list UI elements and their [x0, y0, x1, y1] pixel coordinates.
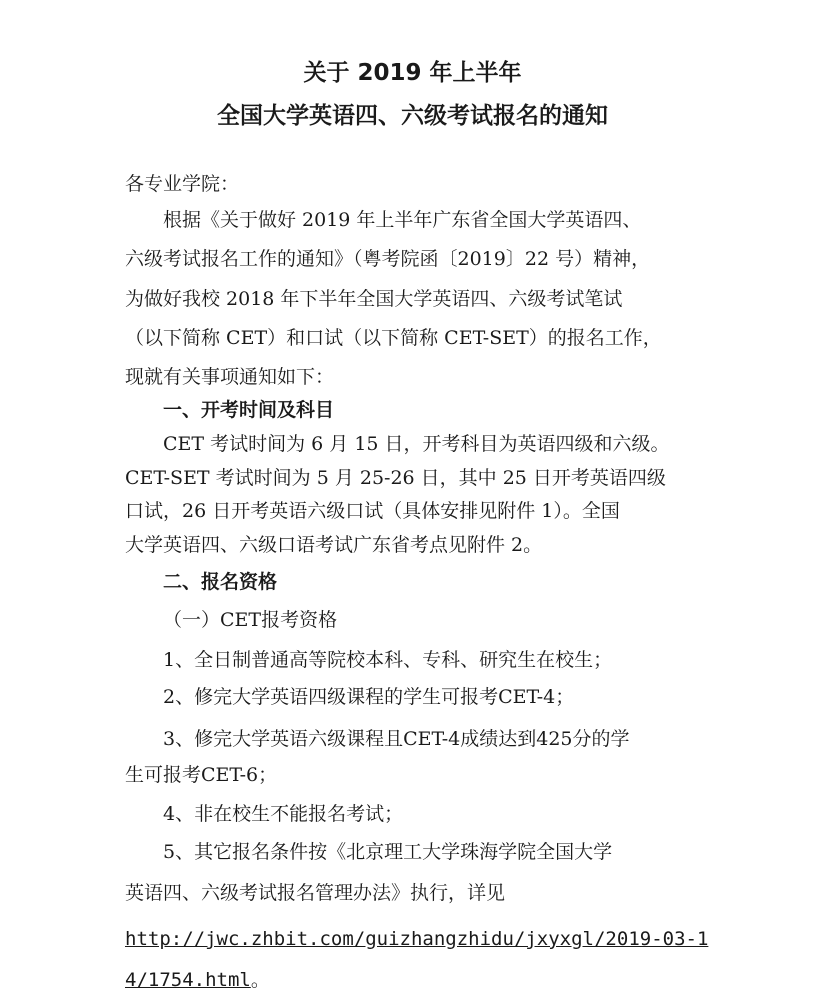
salutation: 各专业学院：	[125, 173, 240, 195]
document-title-line-1: 关于 2019 年上半年	[303, 60, 522, 86]
link-trailing-punctuation: 。	[250, 969, 270, 991]
eligibility-item-5-line-2: 英语四、六级考试报名管理办法》执行，详见	[125, 882, 506, 904]
regulation-link-line-1[interactable]	[125, 926, 708, 952]
section-1-line-1: CET 考试时间为 6 月 15 日，开考科目为英语四级和六级。	[163, 433, 670, 455]
intro-line-3: 为做好我校 2018 年下半年全国大学英语四、六级考试笔试	[125, 288, 623, 310]
section-1-heading: 一、开考时间及科目	[163, 399, 335, 421]
eligibility-item-2: 2、修完大学英语四级课程的学生可报考CET-4；	[163, 686, 575, 708]
regulation-link-text-2[interactable]: 4/1754.html	[125, 969, 251, 991]
regulation-link-line-2[interactable]	[125, 967, 270, 993]
eligibility-item-3-line-1: 3、修完大学英语六级课程且CET-4成绩达到425分的学	[163, 728, 630, 750]
eligibility-item-1: 1、全日制普通高等院校本科、专科、研究生在校生；	[163, 649, 613, 671]
eligibility-item-5-line-1: 5、其它报名条件按《北京理工大学珠海学院全国大学	[163, 841, 613, 863]
intro-line-5: 现就有关事项通知如下：	[125, 366, 335, 388]
section-2-heading: 二、报名资格	[163, 571, 278, 593]
section-2-subheading: （一）CET报考资格	[163, 609, 338, 631]
section-1-line-4: 大学英语四、六级口语考试广东省考点见附件 2。	[125, 534, 543, 556]
eligibility-item-4: 4、非在校生不能报名考试；	[163, 803, 404, 825]
section-1-line-2: CET-SET 考试时间为 5 月 25-26 日，其中 25 日开考英语四级	[125, 467, 666, 489]
intro-line-4: （以下简称 CET）和口试（以下简称 CET-SET）的报名工作，	[125, 327, 662, 349]
regulation-link-text-1[interactable]: http://jwc.zhbit.com/guizhangzhidu/jxyxgl/2019-03-1	[125, 928, 709, 950]
section-1-line-3: 口试，26 日开考英语六级口试（具体安排见附件 1）。全国	[125, 500, 620, 522]
intro-line-1: 根据《关于做好 2019 年上半年广东省全国大学英语四、	[163, 209, 642, 231]
eligibility-item-3-line-2: 生可报考CET-6；	[125, 764, 278, 786]
intro-line-2: 六级考试报名工作的通知》（粤考院函〔2019〕22 号）精神，	[125, 248, 651, 270]
document-title-line-2: 全国大学英语四、六级考试报名的通知	[217, 103, 608, 129]
